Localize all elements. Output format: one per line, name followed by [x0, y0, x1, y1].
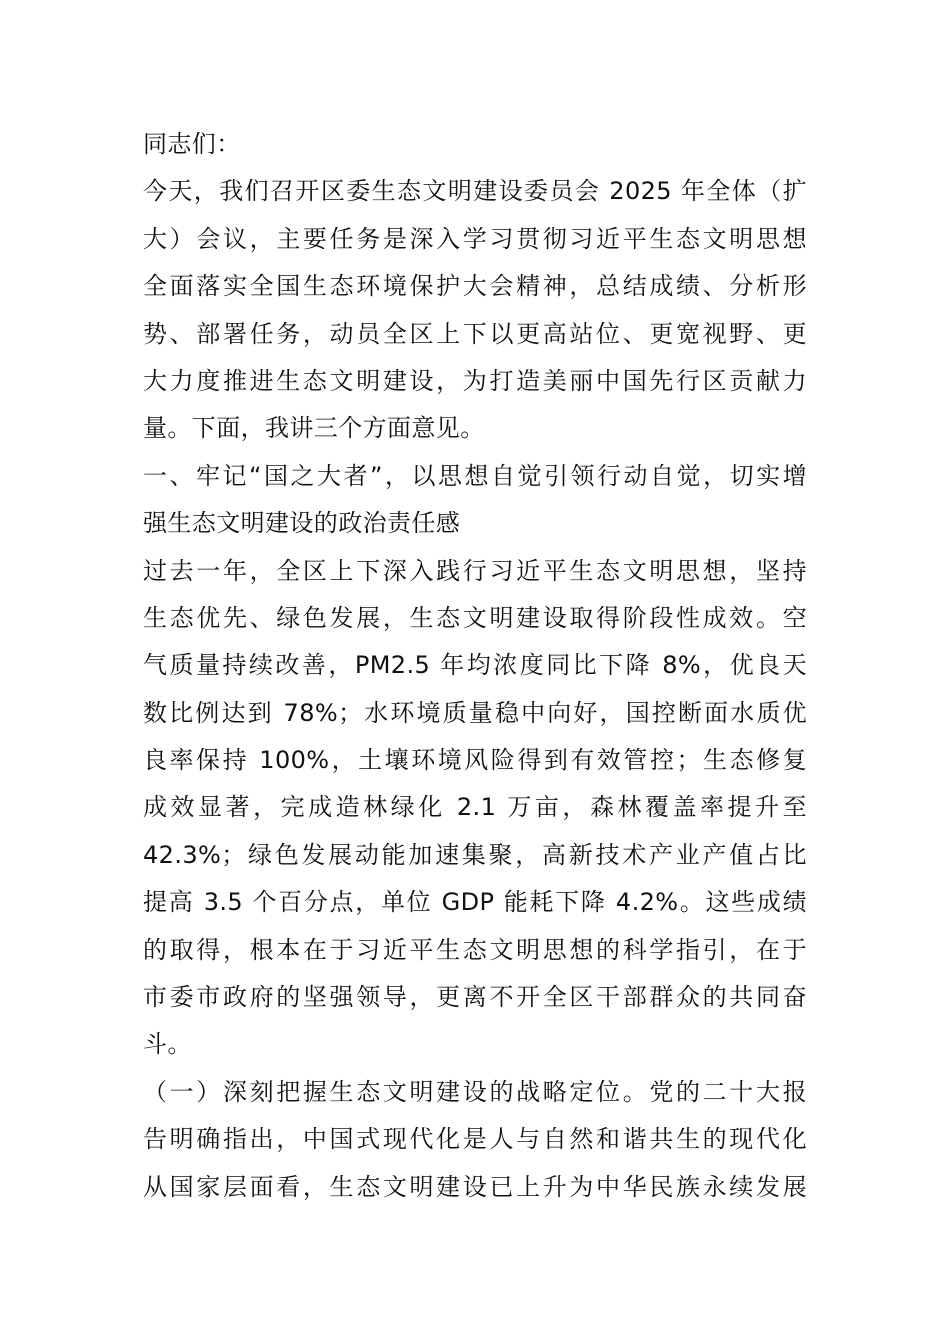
- paragraph-line: 告明确指出，中国式现代化是人与自然和谐共生的现代化: [143, 1125, 807, 1154]
- paragraph-line: 市委市政府的坚强领导，更离不开全区干部群众的共同奋: [143, 983, 807, 1012]
- paragraph-line: 大）会议，主要任务是深入学习贯彻习近平生态文明思想: [143, 224, 807, 253]
- paragraph-line: 数比例达到 78%；水环境质量稳中向好，国控断面水质优: [143, 698, 807, 727]
- heading-line: 一、牢记“国之大者”，以思想自觉引领行动自觉，切实增: [143, 461, 807, 490]
- paragraph-line: 全面落实全国生态环境保护大会精神，总结成绩、分析形: [143, 272, 807, 301]
- paragraph-line: 势、部署任务，动员全区上下以更高站位、更宽视野、更: [143, 319, 807, 348]
- subsection-paragraph: [143, 1069, 807, 1211]
- document-body: [143, 121, 807, 1211]
- heading-line: 强生态文明建设的政治责任感: [143, 509, 461, 538]
- section-heading: [143, 453, 807, 548]
- paragraph-line: 生态优先、绿色发展，生态文明建设取得阶段性成效。空: [143, 603, 807, 632]
- paragraph-line: 过去一年，全区上下深入践行习近平生态文明思想，坚持: [143, 556, 807, 585]
- paragraph-line: 良率保持 100%，土壤环境风险得到有效管控；生态修复: [143, 746, 807, 775]
- paragraph-line: 今天，我们召开区委生态文明建设委员会 2025 年全体（扩: [143, 177, 807, 206]
- paragraph-line: 成效显著，完成造林绿化 2.1 万亩，森林覆盖率提升至: [143, 793, 807, 822]
- paragraph-line: 提高 3.5 个百分点，单位 GDP 能耗下降 4.2%。这些成绩: [143, 888, 807, 917]
- paragraph-line: 气质量持续改善，PM2.5 年均浓度同比下降 8%，优良天: [143, 651, 807, 680]
- paragraph-line: 的取得，根本在于习近平生态文明思想的科学指引，在于: [143, 935, 807, 964]
- salutation: 同志们：: [143, 130, 241, 158]
- paragraph-line: 从国家层面看，生态文明建设已上升为中华民族永续发展: [143, 1172, 807, 1201]
- intro-paragraph: [143, 168, 807, 452]
- achievements-paragraph: [143, 548, 807, 1069]
- paragraph-line: 42.3%；绿色发展动能加速集聚，高新技术产业产值占比: [143, 840, 807, 869]
- paragraph-line: 斗。: [143, 1030, 192, 1059]
- paragraph-line: （一）深刻把握生态文明建设的战略定位。党的二十大报: [143, 1077, 807, 1106]
- paragraph-line: 大力度推进生态文明建设，为打造美丽中国先行区贡献力: [143, 366, 807, 395]
- paragraph-line: 量。下面，我讲三个方面意见。: [143, 414, 485, 443]
